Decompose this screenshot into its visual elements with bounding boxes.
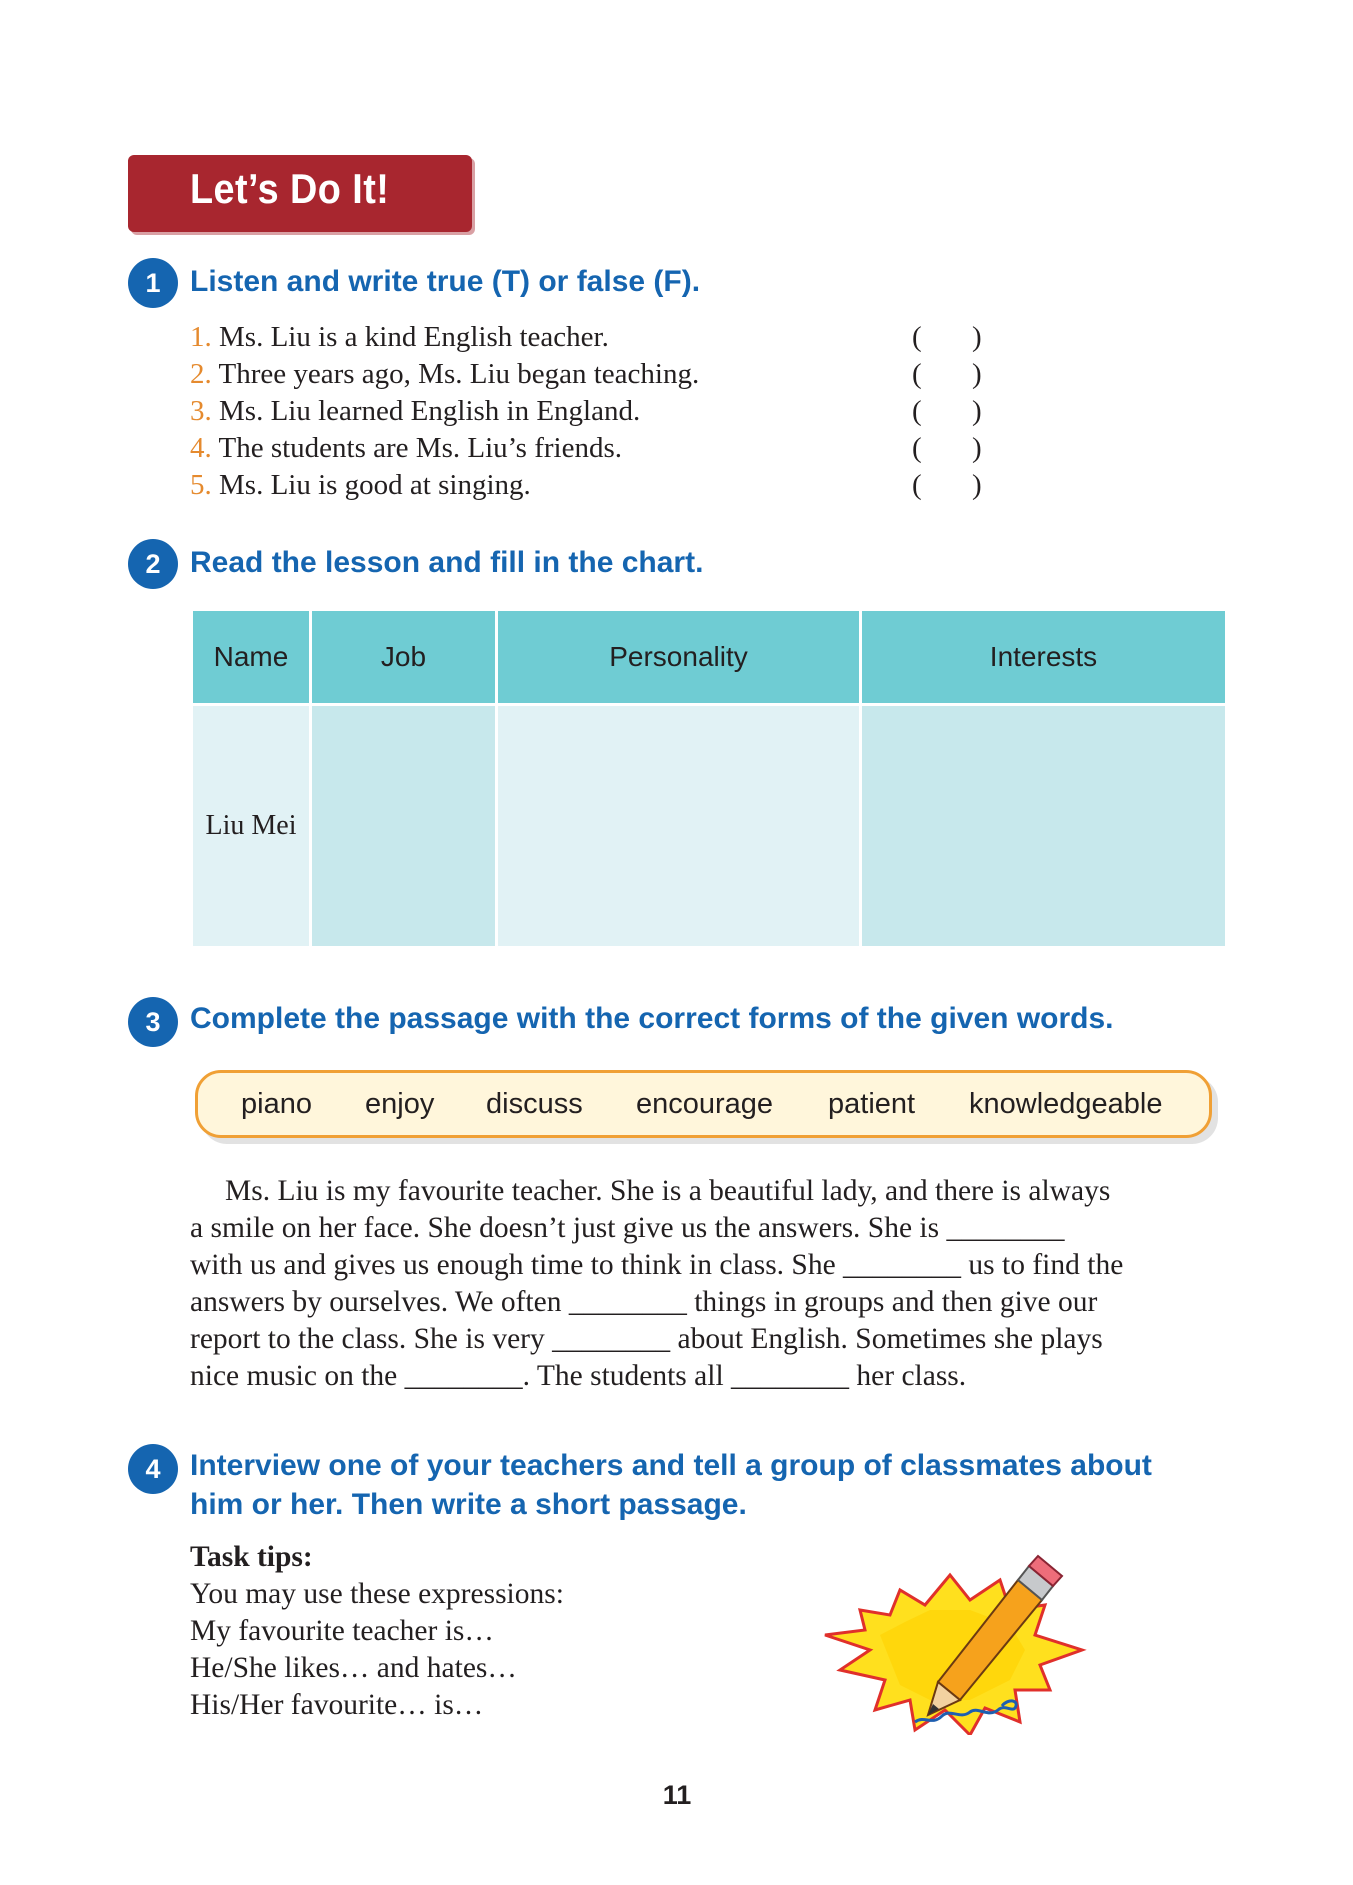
tf-item-text: The students are Ms. Liu’s friends. <box>218 432 622 464</box>
section-1-heading: Listen and write true (T) or false (F). <box>190 265 701 298</box>
tf-item-1 <box>190 318 609 356</box>
tf-answer-blank-2[interactable]: ( ) <box>912 358 982 390</box>
word-box <box>195 1070 1212 1138</box>
tf-item-4 <box>190 429 622 467</box>
tf-item-text: Three years ago, Ms. Liu began teaching. <box>218 358 700 390</box>
task-tips-title: Task tips: <box>190 1541 313 1573</box>
passage-line-3: with us and gives us enough time to think in class. She ________ us to find the <box>190 1249 1124 1281</box>
section-4-number: 4 <box>128 1444 178 1494</box>
tf-answer-blank-1[interactable]: ( ) <box>912 321 982 353</box>
passage-line-2: a smile on her face. She doesn’t just give us the answers. She is ________ <box>190 1212 1065 1244</box>
tf-item-3 <box>190 392 640 430</box>
tf-item-2 <box>190 355 699 393</box>
passage-line-4: answers by ourselves. We often ________ things in groups and then give our <box>190 1286 1098 1318</box>
header-job: Job <box>312 611 495 703</box>
word-encourage: encourage <box>636 1088 774 1120</box>
tf-item-text: Ms. Liu learned English in England. <box>219 395 641 427</box>
tf-item-text: Ms. Liu is a kind English teacher. <box>219 321 609 353</box>
word-discuss: discuss <box>486 1088 583 1120</box>
tf-item-number: 3. <box>190 395 212 427</box>
pencil-starburst-icon <box>820 1550 1095 1735</box>
section-3-number: 3 <box>128 997 178 1047</box>
task-tip-line: He/She likes… and hates… <box>190 1652 517 1684</box>
tf-item-number: 1. <box>190 321 212 353</box>
passage-line-1: Ms. Liu is my favourite teacher. She is a beautiful lady, and there is always <box>225 1175 1111 1207</box>
section-4-heading-line-1: Interview one of your teachers and tell a group of classmates about <box>190 1449 1152 1482</box>
tf-item-number: 5. <box>190 469 212 501</box>
passage-line-5: report to the class. She is very ________ about English. Sometimes she plays <box>190 1323 1103 1355</box>
cell-job-blank[interactable] <box>312 706 495 946</box>
tf-answer-blank-3[interactable]: ( ) <box>912 395 982 427</box>
section-1-number: 1 <box>128 258 178 308</box>
tf-answer-blank-4[interactable]: ( ) <box>912 432 982 464</box>
word-patient: patient <box>828 1088 916 1120</box>
section-3-heading: Complete the passage with the correct forms of the given words. <box>190 1002 1114 1035</box>
banner-title: Let’s Do It! <box>190 165 390 212</box>
tf-answer-blank-5[interactable]: ( ) <box>912 469 982 501</box>
tf-item-text: Ms. Liu is good at singing. <box>219 469 531 501</box>
section-2-heading: Read the lesson and fill in the chart. <box>190 546 704 579</box>
word-knowledgeable: knowledgeable <box>969 1088 1163 1120</box>
header-interests: Interests <box>862 611 1225 703</box>
task-tip-line: His/Her favourite… is… <box>190 1689 484 1721</box>
word-enjoy: enjoy <box>365 1088 435 1120</box>
section-4-heading-line-2: him or her. Then write a short passage. <box>190 1488 747 1521</box>
task-tip-line: You may use these expressions: <box>190 1578 564 1610</box>
header-name: Name <box>193 611 309 703</box>
task-tip-line: My favourite teacher is… <box>190 1615 494 1647</box>
header-personality: Personality <box>498 611 859 703</box>
tf-item-number: 4. <box>190 432 212 464</box>
cell-interests-blank[interactable] <box>862 706 1225 946</box>
tf-item-number: 2. <box>190 358 212 390</box>
info-chart <box>193 611 1225 946</box>
word-piano: piano <box>241 1088 312 1120</box>
section-2-number: 2 <box>128 539 178 589</box>
cell-name-liu-mei: Liu Mei <box>193 706 309 946</box>
lets-do-it-banner <box>128 155 472 232</box>
tf-item-5 <box>190 466 531 504</box>
passage-line-6: nice music on the ________. The students all ________ her class. <box>190 1360 967 1392</box>
cell-personality-blank[interactable] <box>498 706 859 946</box>
page-number: 11 <box>662 1780 692 1810</box>
